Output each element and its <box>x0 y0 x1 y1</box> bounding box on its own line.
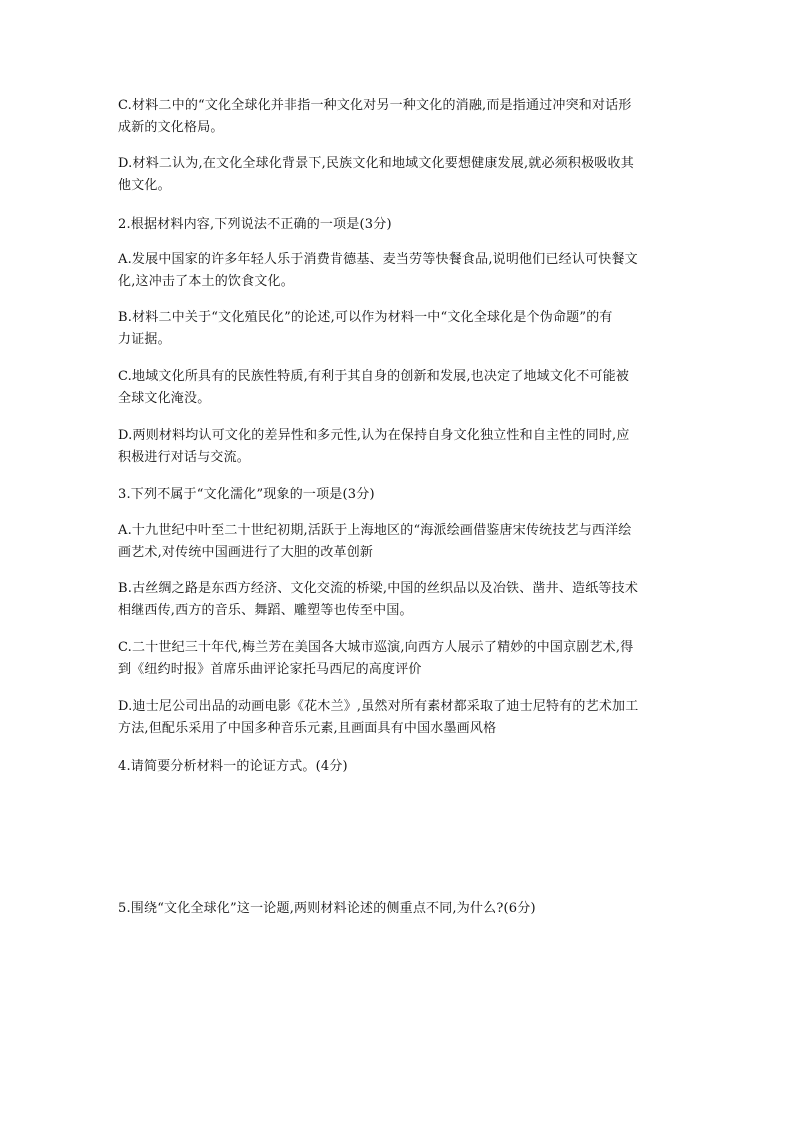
text-line: 到《纽约时报》首席乐曲评论家托马西尼的高度评价 <box>118 662 422 677</box>
text-line: A.十九世纪中叶至二十世纪初期,活跃于上海地区的“海派绘画借鉴唐宋传统技艺与西洋绘 <box>118 523 632 538</box>
text-line: 全球文化淹没。 <box>118 391 211 406</box>
text-line: 化,这冲击了本土的饮食文化。 <box>118 274 294 289</box>
text-line: C.材料二中的“文化全球化并非指一种文化对另一种文化的消融,而是指通过冲突和对话形 <box>118 98 632 113</box>
option-1d <box>118 153 678 197</box>
text-line: D.两则材料均认可文化的差异性和多元性,认为在保持自身文化独立性和自主性的同时,应 <box>118 428 630 443</box>
question-text: 5.围绕“文化全球化”这一论题,两则材料论述的侧重点不同,为什么?(6分) <box>118 901 536 916</box>
text-line: 方法,但配乐采用了中国多种音乐元素,且画面具有中国水墨画风格 <box>118 721 497 736</box>
text-line: 积极进行对话与交流。 <box>118 450 251 465</box>
text-line: C.地域文化所具有的民族性特质,有利于其自身的创新和发展,也决定了地域文化不可能被 <box>118 369 630 384</box>
question-text: 2.根据材料内容,下列说法不正确的一项是(3分) <box>118 217 392 232</box>
question-4 <box>118 756 678 778</box>
option-3c <box>118 637 678 681</box>
question-3 <box>118 484 678 506</box>
option-2c <box>118 366 678 410</box>
option-1c <box>118 95 678 139</box>
text-line: 成新的文化格局。 <box>118 120 224 135</box>
option-3a <box>118 520 678 564</box>
text-line: 他文化。 <box>118 178 171 193</box>
text-line: 画艺术,对传统中国画进行了大胆的改革创新 <box>118 545 374 560</box>
text-line: D.材料二认为,在文化全球化背景下,民族文化和地域文化要想健康发展,就必须积极吸收其 <box>118 156 634 171</box>
text-line: C.二十世纪三十年代,梅兰芳在美国各大城市巡演,向西方人展示了精妙的中国京剧艺术,得 <box>118 640 634 655</box>
option-3d <box>118 696 678 740</box>
text-line: B.材料二中关于“文化殖民化”的论述,可以作为材料一中“文化全球化是个伪命题”的有 <box>118 310 613 325</box>
question-2 <box>118 214 678 236</box>
option-2b <box>118 307 678 351</box>
question-text: 4.请简要分析材料一的论证方式。(4分) <box>118 759 348 774</box>
text-line: 相继西传,西方的音乐、舞蹈、雕塑等也传至中国。 <box>118 603 413 618</box>
text-line: B.古丝绸之路是东西方经济、文化交流的桥梁,中国的丝织品以及冶铁、凿井、造纸等技术 <box>118 581 639 596</box>
question-text: 3.下列不属于“文化濡化”现象的一项是(3分) <box>118 487 375 502</box>
question-5 <box>118 898 678 920</box>
option-2d <box>118 425 678 469</box>
text-line: D.迪士尼公司出品的动画电影《花木兰》,虽然对所有素材都采取了迪士尼特有的艺术加工 <box>118 699 639 714</box>
text-line: A.发展中国家的许多年轻人乐于消费肯德基、麦当劳等快餐食品,说明他们已经认可快餐文 <box>118 252 638 267</box>
option-3b <box>118 578 678 622</box>
option-2a <box>118 249 678 293</box>
text-line: 力证据。 <box>118 332 171 347</box>
